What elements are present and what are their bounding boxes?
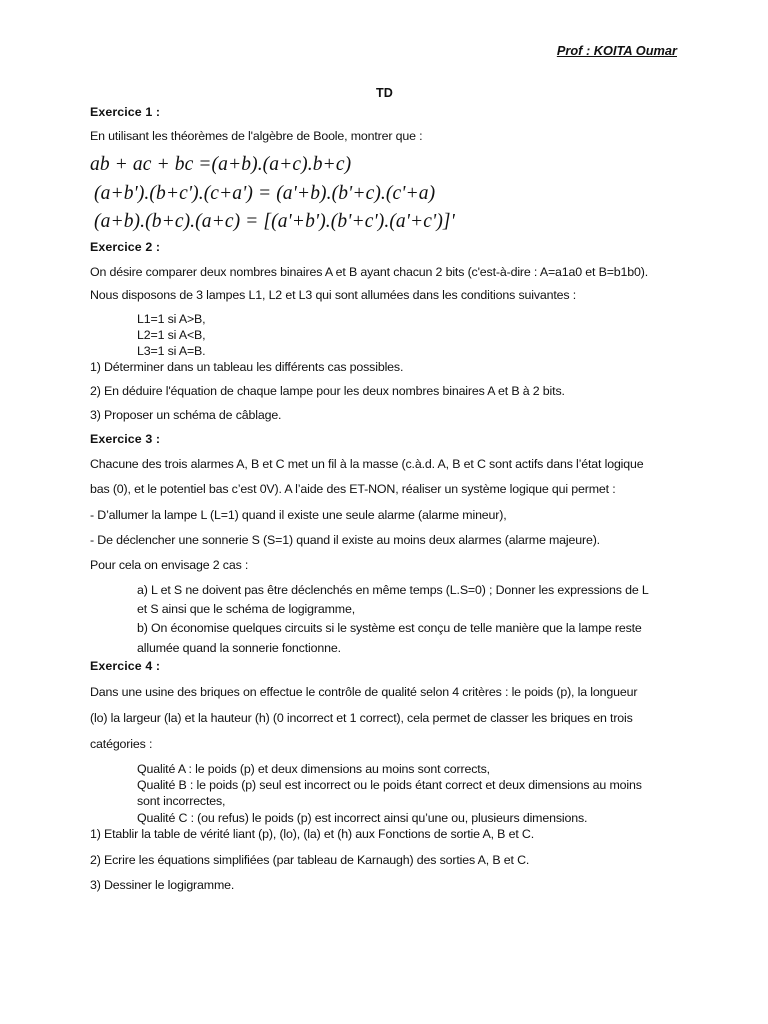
exercise-2-question-2: 2) En déduire l'équation de chaque lampe pour les deux nombres binaires A et B à 2 bits. <box>90 384 565 398</box>
exercise-2-condition-3: L3=1 si A=B. <box>137 344 206 358</box>
exercise-1-formula-2: (a+b').(b+c').(c+a') = (a'+b).(b'+c).(c'+a) <box>94 183 436 204</box>
exercise-3-heading: Exercice 3 : <box>90 432 161 446</box>
page-title: TD <box>376 86 393 100</box>
exercise-1-formula-1: ab + ac + bc =(a+b).(a+c).b+c) <box>90 154 352 175</box>
exercise-2-condition-1: L1=1 si A>B, <box>137 312 206 326</box>
exercise-3-case-b-line-2: allumée quand la sonnerie fonctionne. <box>137 641 341 655</box>
exercise-3-lamp-condition: - D’allumer la lampe L (L=1) quand il existe une seule alarme (alarme mineur), <box>90 508 507 522</box>
exercise-2-condition-2: L2=1 si A<B, <box>137 328 206 342</box>
exercise-4-quality-a: Qualité A : le poids (p) et deux dimensions au moins sont corrects, <box>137 762 490 776</box>
exercise-4-paragraph-1b: (lo) la largeur (la) et la hauteur (h) (0 incorrect et 1 correct), cela permet de classer les briques en trois <box>90 711 633 725</box>
exercise-3-case-b-line-1: b) On économise quelques circuits si le système est conçu de telle manière que la lampe reste <box>137 621 642 635</box>
exercise-1-formula-3: (a+b).(b+c).(a+c) = [(a'+b').(b'+c').(a'+c')]' <box>94 211 455 232</box>
exercise-3-paragraph-1b: bas (0), et le potentiel bas c’est 0V). A l’aide des ET-NON, réaliser un système logique qui permet : <box>90 482 616 496</box>
exercise-1-intro: En utilisant les théorèmes de l'algèbre de Boole, montrer que : <box>90 129 423 143</box>
exercise-2-question-3: 3) Proposer un schéma de câblage. <box>90 408 282 422</box>
author-name: Prof : KOITA Oumar <box>556 43 677 58</box>
exercise-4-paragraph-1a: Dans une usine des briques on effectue le contrôle de qualité selon 4 critères : le poids (p), la longueur <box>90 685 638 699</box>
exercise-4-question-2: 2) Ecrire les équations simplifiées (par tableau de Karnaugh) des sorties A, B et C. <box>90 853 530 867</box>
exercise-3-case-a-line-1: a) L et S ne doivent pas être déclenchés en même temps (L.S=0) ; Donner les expressions de L <box>137 583 649 597</box>
exercise-3-case-a-line-2: et S ainsi que le schéma de logigramme, <box>137 602 355 616</box>
exercise-2-paragraph-1: On désire comparer deux nombres binaires A et B ayant chacun 2 bits (c'est-à-dire : A=a1a0 et B=b1b0). <box>90 265 649 279</box>
exercise-4-question-1: 1) Etablir la table de vérité liant (p), (lo), (la) et (h) aux Fonctions de sortie A, B et C. <box>90 827 535 841</box>
exercise-4-quality-c: Qualité C : (ou refus) le poids (p) est incorrect ainsi qu’une ou, plusieurs dimensions. <box>137 811 588 825</box>
exercise-2-heading: Exercice 2 : <box>90 240 161 254</box>
exercise-2-paragraph-2: Nous disposons de 3 lampes L1, L2 et L3 qui sont allumées dans les conditions suivantes : <box>90 288 577 302</box>
exercise-4-question-3: 3) Dessiner le logigramme. <box>90 878 235 892</box>
exercise-4-paragraph-1c: catégories : <box>90 737 153 751</box>
exercise-4-quality-b-line-2: sont incorrectes, <box>137 794 226 808</box>
exercise-3-bell-condition: - De déclencher une sonnerie S (S=1) quand il existe au moins deux alarmes (alarme majeure). <box>90 533 600 547</box>
exercise-2-question-1: 1) Déterminer dans un tableau les différents cas possibles. <box>90 360 404 374</box>
exercise-3-paragraph-1a: Chacune des trois alarmes A, B et C met un fil à la masse (c.à.d. A, B et C sont actifs dans l’état logique <box>90 457 644 471</box>
exercise-4-heading: Exercice 4 : <box>90 659 161 673</box>
exercise-1-heading: Exercice 1 : <box>90 105 161 119</box>
exercise-3-cases-intro: Pour cela on envisage 2 cas : <box>90 558 249 572</box>
exercise-4-quality-b-line-1: Qualité B : le poids (p) seul est incorrect ou le poids étant correct et deux dimensions au moins <box>137 778 642 792</box>
